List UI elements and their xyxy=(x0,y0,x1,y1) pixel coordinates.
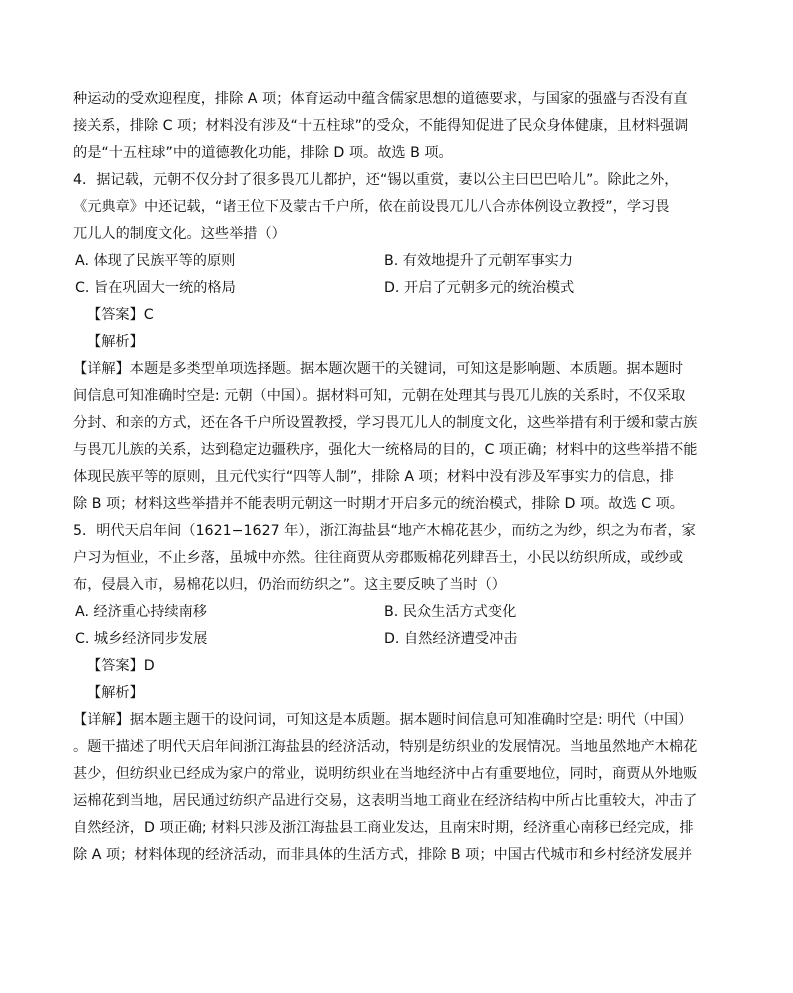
detail-line: 【详解】据本题主题干的设问词，可知这是本质题。据本题时间信息可知准确时空是: 明代（中国） xyxy=(73,712,693,728)
detail-line: 除 A 项；材料体现的经济活动，而非具体的生活方式，排除 B 项；中国古代城市和乡村经济发展并 xyxy=(73,847,693,863)
option-a: A. 体现了民族平等的原则 xyxy=(75,253,236,269)
question-4-line: 4．据记载，元朝不仅分封了很多畏兀儿都护，还“锡以重赏，妻以公主曰巴巴哈儿”。除此之外， xyxy=(73,172,679,188)
analysis-label: 【解析】 xyxy=(87,685,144,701)
text-line: 的是“十五柱球”中的道德教化功能，排除 D 项。故选 B 项。 xyxy=(73,145,453,161)
question-4-options-row xyxy=(73,248,721,275)
question-5-options-row xyxy=(73,626,721,653)
question-5-options-row xyxy=(73,599,721,626)
detail-line: 甚少，但纺织业已经成为家户的常业，说明纺织业在当地经济中占有重要地位，同时，商贾从外地贩 xyxy=(73,766,698,782)
question-5-line: 布，侵晨入市，易棉花以归，仍治而纺织之”。这主要反映了当时（） xyxy=(73,577,506,593)
option-c: C. 旨在巩固大一统的格局 xyxy=(75,280,236,296)
text-line: 接关系，排除 C 项；材料没有涉及“十五柱球”的受众，不能得知促进了民众身体健康，且材料强调 xyxy=(73,118,689,134)
question-5-line: 户习为恒业，不止乡落，虽城中亦然。往往商贾从旁郡贩棉花列肆吾土，小民以纺织所成，或纱或 xyxy=(73,550,684,566)
detail-line: 除 B 项；材料这些举措并不能表明元朝这一时期才开启多元的统治模式，排除 D 项。故选 C 项。 xyxy=(73,496,684,512)
option-b: B. 有效地提升了元朝军事实力 xyxy=(384,253,574,269)
option-d: D. 自然经济遭受冲击 xyxy=(384,631,518,647)
detail-line: 与畏兀儿族的关系，达到稳定边疆秩序，强化大一统格局的目的，C 项正确；材料中的这些举措不能 xyxy=(73,442,698,458)
question-4-line: 《元典章》中还记载，“诸王位下及蒙古千户所，依在前设畏兀儿八合赤体例设立教授”，学习畏 xyxy=(73,199,670,215)
detail-line: 【详解】本题是多类型单项选择题。据本题次题干的关键词，可知这是影响题、本质题。据本题时 xyxy=(73,361,684,377)
document-content xyxy=(73,86,721,869)
text-line: 种运动的受欢迎程度，排除 A 项；体育运动中蕴含儒家思想的道德要求，与国家的强盛与否没有直 xyxy=(73,91,688,107)
option-b: B. 民众生活方式变化 xyxy=(384,604,517,620)
detail-line: 分封、和亲的方式，还在各千户所设置教授，学习畏兀儿人的制度文化，这些举措有利于缓和蒙古族 xyxy=(73,415,698,431)
question-4-line: 兀儿人的制度文化。这些举措（） xyxy=(73,226,286,242)
answer-label: 【答案】C xyxy=(87,307,154,323)
detail-line: 运棉花到当地，居民通过纺织产品进行交易，这表明当地工商业在经济结构中所占比重较大，冲击了 xyxy=(73,793,698,809)
detail-line: 间信息可知准确时空是: 元朝（中国）。据材料可知，元朝在处理其与畏兀儿族的关系时，不仅采取 xyxy=(73,388,686,404)
answer-label: 【答案】D xyxy=(87,658,155,674)
option-d: D. 开启了元朝多元的统治模式 xyxy=(384,280,575,296)
option-a: A. 经济重心持续南移 xyxy=(75,604,207,620)
option-c: C. 城乡经济同步发展 xyxy=(75,631,208,647)
detail-line: 自然经济，D 项正确; 材料只涉及浙江海盐县工商业发达，且南宋时期，经济重心南移已经完成，排 xyxy=(73,820,694,836)
question-4-options-row xyxy=(73,275,721,302)
detail-line: 。题干描述了明代天启年间浙江海盐县的经济活动，特别是纺织业的发展情况。当地虽然地产木棉花 xyxy=(73,739,698,755)
analysis-label: 【解析】 xyxy=(87,334,144,350)
detail-line: 体现民族平等的原则，且元代实行“四等人制”，排除 A 项；材料中没有涉及军事实力的信息，排 xyxy=(73,469,674,485)
question-5-line: 5．明代天启年间（1621−1627 年），浙江海盐县“地产木棉花甚少，而纺之为纱，织之为布者，家 xyxy=(73,523,696,539)
